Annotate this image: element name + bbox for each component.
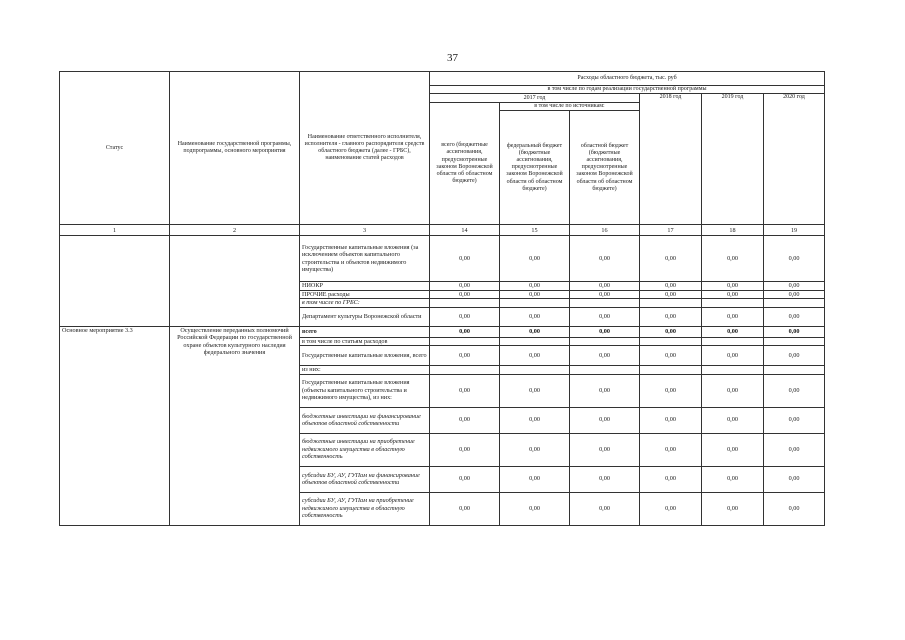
table-row <box>60 236 825 282</box>
row-label: Государственные капитальные вложения (объекты капитального строительства и недвижимого имущества), из них: <box>300 374 430 407</box>
value-cell: 0,00 <box>640 492 702 525</box>
value-cell: 0,00 <box>430 307 500 326</box>
value-cell: 0,00 <box>764 326 825 337</box>
value-cell: 0,00 <box>500 466 570 492</box>
header-federal: федеральный бюджет (бюджетные ассигнования, предусмотренные законом Воронежской области об областном бюджете) <box>500 111 570 225</box>
value-cell <box>430 299 500 307</box>
value-cell: 0,00 <box>764 346 825 366</box>
value-cell: 0,00 <box>570 326 640 337</box>
row-label: в том числе по статьям расходов <box>300 337 430 345</box>
value-cell: 0,00 <box>570 282 640 290</box>
header-status: Статус <box>60 72 170 225</box>
value-cell: 0,00 <box>702 236 764 282</box>
value-cell <box>570 337 640 345</box>
value-cell: 0,00 <box>764 374 825 407</box>
table-row <box>60 326 825 337</box>
value-cell: 0,00 <box>500 346 570 366</box>
row-label: субсидии БУ, АУ, ГУПам на приобретение недвижимого имущества в областную собственность <box>300 492 430 525</box>
header-expenses-title: Расходы областного бюджета, тыс. руб <box>430 72 825 86</box>
value-cell: 0,00 <box>640 326 702 337</box>
value-cell <box>570 366 640 374</box>
value-cell: 0,00 <box>640 407 702 433</box>
value-cell: 0,00 <box>640 282 702 290</box>
value-cell: 0,00 <box>430 282 500 290</box>
value-cell: 0,00 <box>640 346 702 366</box>
value-cell: 0,00 <box>570 492 640 525</box>
value-cell: 0,00 <box>500 492 570 525</box>
value-cell: 0,00 <box>702 346 764 366</box>
value-cell: 0,00 <box>640 433 702 466</box>
value-cell <box>640 337 702 345</box>
value-cell: 0,00 <box>430 407 500 433</box>
header-year-2020: 2020 год <box>764 94 825 225</box>
value-cell <box>500 299 570 307</box>
value-cell: 0,00 <box>570 374 640 407</box>
value-cell: 0,00 <box>764 282 825 290</box>
row-label: Государственные капитальные вложения (за исключением объектов капитального строительства и объектов недвижимого имущества) <box>300 236 430 282</box>
budget-table <box>59 71 825 526</box>
value-cell: 0,00 <box>702 492 764 525</box>
row-label: бюджетные инвестиции на приобретение недвижимого имущества в областную собственность <box>300 433 430 466</box>
value-cell: 0,00 <box>640 374 702 407</box>
col-number: 19 <box>764 225 825 236</box>
value-cell: 0,00 <box>430 374 500 407</box>
value-cell: 0,00 <box>640 290 702 298</box>
value-cell <box>430 366 500 374</box>
value-cell: 0,00 <box>430 433 500 466</box>
value-cell <box>702 337 764 345</box>
value-cell <box>764 366 825 374</box>
value-cell: 0,00 <box>570 407 640 433</box>
row-label: ПРОЧИЕ расходы <box>300 290 430 298</box>
value-cell: 0,00 <box>500 290 570 298</box>
value-cell: 0,00 <box>764 290 825 298</box>
value-cell: 0,00 <box>764 236 825 282</box>
value-cell: 0,00 <box>430 346 500 366</box>
row-label: Государственные капитальные вложения, всего <box>300 346 430 366</box>
value-cell <box>764 337 825 345</box>
col-number: 14 <box>430 225 500 236</box>
column-numbers-row <box>60 225 825 236</box>
value-cell: 0,00 <box>640 236 702 282</box>
value-cell: 0,00 <box>500 407 570 433</box>
value-cell: 0,00 <box>570 307 640 326</box>
value-cell: 0,00 <box>430 236 500 282</box>
value-cell <box>570 299 640 307</box>
value-cell: 0,00 <box>570 236 640 282</box>
value-cell: 0,00 <box>702 407 764 433</box>
row-label: всего <box>300 326 430 337</box>
value-cell: 0,00 <box>702 326 764 337</box>
value-cell: 0,00 <box>570 290 640 298</box>
value-cell <box>702 366 764 374</box>
value-cell <box>640 366 702 374</box>
col-number: 18 <box>702 225 764 236</box>
col-number: 17 <box>640 225 702 236</box>
page-number: 37 <box>447 52 458 64</box>
value-cell <box>500 366 570 374</box>
header-program-name: Наименование государственной программы, подпрограммы, основного мероприятия <box>170 72 300 225</box>
main-event-status: Основное мероприятие 3.3 <box>60 326 170 525</box>
value-cell: 0,00 <box>500 374 570 407</box>
header-sources: в том числе по источникам: <box>500 103 640 111</box>
value-cell: 0,00 <box>702 374 764 407</box>
main-event-name: Осуществление переданных полномочий Российской Федерации по государственной охране объектов культурного наследия федерального значения <box>170 326 300 525</box>
value-cell <box>764 299 825 307</box>
col-number: 15 <box>500 225 570 236</box>
value-cell: 0,00 <box>500 307 570 326</box>
value-cell: 0,00 <box>702 307 764 326</box>
value-cell: 0,00 <box>570 466 640 492</box>
col-number: 16 <box>570 225 640 236</box>
row-label: из них: <box>300 366 430 374</box>
header-year-2017: 2017 год <box>430 94 640 103</box>
value-cell: 0,00 <box>764 466 825 492</box>
value-cell <box>702 299 764 307</box>
row-label: Департамент культуры Воронежской области <box>300 307 430 326</box>
value-cell: 0,00 <box>570 346 640 366</box>
row-label: бюджетные инвестиции на финансирование объектов областной собственности <box>300 407 430 433</box>
header-by-years: в том числе по годам реализации государственной программы <box>430 86 825 94</box>
col-number: 1 <box>60 225 170 236</box>
header-executor: Наименование ответственного исполнителя, исполнителя - главного распорядителя средств областного бюджета (далее - ГРБС), наименование статей расходов <box>300 72 430 225</box>
value-cell: 0,00 <box>570 433 640 466</box>
value-cell: 0,00 <box>764 307 825 326</box>
value-cell: 0,00 <box>500 282 570 290</box>
value-cell: 0,00 <box>500 433 570 466</box>
value-cell: 0,00 <box>640 466 702 492</box>
value-cell: 0,00 <box>430 492 500 525</box>
row-label: субсидии БУ, АУ, ГУПам на финансирование объектов областной собственности <box>300 466 430 492</box>
value-cell: 0,00 <box>702 466 764 492</box>
value-cell: 0,00 <box>640 307 702 326</box>
value-cell <box>430 337 500 345</box>
row-label: в том числе по ГРБС: <box>300 299 430 307</box>
value-cell: 0,00 <box>702 282 764 290</box>
value-cell <box>500 337 570 345</box>
name-cell-empty <box>170 236 300 326</box>
value-cell: 0,00 <box>500 326 570 337</box>
value-cell: 0,00 <box>764 407 825 433</box>
header-year-2019: 2019 год <box>702 94 764 225</box>
value-cell <box>640 299 702 307</box>
value-cell: 0,00 <box>702 433 764 466</box>
col-number: 2 <box>170 225 300 236</box>
row-label: НИОКР <box>300 282 430 290</box>
value-cell: 0,00 <box>764 433 825 466</box>
value-cell: 0,00 <box>430 326 500 337</box>
header-total: всего (бюджетные ассигнования, предусмотренные законом Воронежской области об областном бюджете) <box>430 103 500 225</box>
value-cell: 0,00 <box>430 290 500 298</box>
col-number: 3 <box>300 225 430 236</box>
value-cell: 0,00 <box>764 492 825 525</box>
value-cell: 0,00 <box>430 466 500 492</box>
header-year-2018: 2018 год <box>640 94 702 225</box>
status-cell-empty <box>60 236 170 326</box>
value-cell: 0,00 <box>500 236 570 282</box>
value-cell: 0,00 <box>702 290 764 298</box>
header-regional: областной бюджет (бюджетные ассигнования, предусмотренные законом Воронежской области об областном бюджете) <box>570 111 640 225</box>
